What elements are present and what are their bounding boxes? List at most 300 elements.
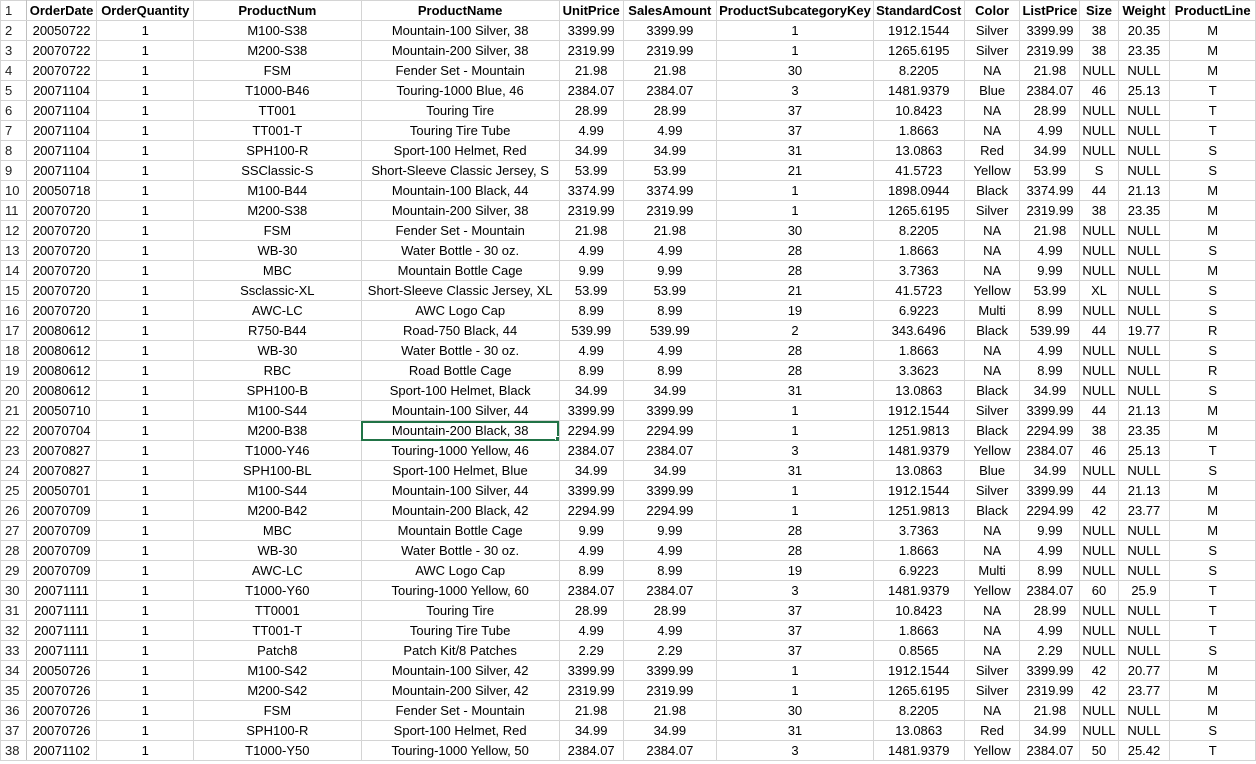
cell-product-num[interactable]: M200-S38 — [194, 201, 361, 221]
cell-weight[interactable]: 25.9 — [1118, 581, 1170, 601]
cell-unit-price[interactable]: 2.29 — [559, 641, 623, 661]
row-number[interactable]: 14 — [1, 261, 27, 281]
cell-list-price[interactable]: 4.99 — [1020, 341, 1080, 361]
cell-standard-cost[interactable]: 1265.6195 — [873, 201, 964, 221]
cell-order-quantity[interactable]: 1 — [97, 481, 194, 501]
cell-unit-price[interactable]: 3399.99 — [559, 481, 623, 501]
cell-order-date[interactable]: 20080612 — [26, 381, 97, 401]
row-number[interactable]: 28 — [1, 541, 27, 561]
cell-order-date[interactable]: 20050718 — [26, 181, 97, 201]
cell-standard-cost[interactable]: 6.9223 — [873, 561, 964, 581]
cell-product-subcategory-key[interactable]: 30 — [717, 701, 874, 721]
cell-product-subcategory-key[interactable]: 1 — [717, 401, 874, 421]
cell-size[interactable]: NULL — [1080, 701, 1118, 721]
cell-product-name[interactable]: Mountain Bottle Cage — [361, 521, 559, 541]
cell-sales-amount[interactable]: 8.99 — [623, 361, 717, 381]
cell-product-line[interactable]: M — [1170, 701, 1256, 721]
cell-sales-amount[interactable]: 2384.07 — [623, 581, 717, 601]
cell-color[interactable]: Black — [964, 381, 1020, 401]
cell-product-line[interactable]: T — [1170, 441, 1256, 461]
cell-standard-cost[interactable]: 41.5723 — [873, 161, 964, 181]
cell-sales-amount[interactable]: 2319.99 — [623, 681, 717, 701]
cell-color[interactable]: Silver — [964, 41, 1020, 61]
cell-standard-cost[interactable]: 0.8565 — [873, 641, 964, 661]
cell-sales-amount[interactable]: 4.99 — [623, 121, 717, 141]
cell-product-line[interactable]: S — [1170, 141, 1256, 161]
cell-order-date[interactable]: 20070720 — [26, 201, 97, 221]
cell-color[interactable]: NA — [964, 541, 1020, 561]
cell-product-line[interactable]: M — [1170, 401, 1256, 421]
cell-unit-price[interactable]: 2384.07 — [559, 581, 623, 601]
cell-product-num[interactable]: TT0001 — [194, 601, 361, 621]
cell-order-quantity[interactable]: 1 — [97, 241, 194, 261]
cell-product-name[interactable]: Patch Kit/8 Patches — [361, 641, 559, 661]
cell-color[interactable]: Black — [964, 501, 1020, 521]
cell-weight[interactable]: NULL — [1118, 641, 1170, 661]
cell-standard-cost[interactable]: 3.7363 — [873, 261, 964, 281]
cell-product-subcategory-key[interactable]: 1 — [717, 41, 874, 61]
cell-product-subcategory-key[interactable]: 28 — [717, 341, 874, 361]
cell-product-num[interactable]: M200-B38 — [194, 421, 361, 441]
cell-product-line[interactable]: R — [1170, 361, 1256, 381]
cell-weight[interactable]: NULL — [1118, 601, 1170, 621]
cell-sales-amount[interactable]: 8.99 — [623, 561, 717, 581]
header-cell-sales-amount[interactable]: SalesAmount — [623, 1, 717, 21]
cell-order-date[interactable]: 20071111 — [26, 601, 97, 621]
cell-order-quantity[interactable]: 1 — [97, 461, 194, 481]
cell-weight[interactable]: 25.13 — [1118, 441, 1170, 461]
cell-sales-amount[interactable]: 21.98 — [623, 221, 717, 241]
row-number[interactable]: 38 — [1, 741, 27, 761]
cell-product-name[interactable]: Mountain-100 Silver, 38 — [361, 21, 559, 41]
cell-order-quantity[interactable]: 1 — [97, 261, 194, 281]
cell-product-line[interactable]: T — [1170, 121, 1256, 141]
cell-size[interactable]: NULL — [1080, 261, 1118, 281]
cell-product-num[interactable]: SPH100-B — [194, 381, 361, 401]
cell-unit-price[interactable]: 2319.99 — [559, 681, 623, 701]
cell-color[interactable]: Black — [964, 181, 1020, 201]
cell-product-line[interactable]: S — [1170, 641, 1256, 661]
cell-unit-price[interactable]: 2384.07 — [559, 441, 623, 461]
cell-product-line[interactable]: S — [1170, 721, 1256, 741]
cell-product-name[interactable]: Mountain-200 Silver, 38 — [361, 41, 559, 61]
cell-product-subcategory-key[interactable]: 19 — [717, 301, 874, 321]
row-number[interactable]: 6 — [1, 101, 27, 121]
cell-weight[interactable]: NULL — [1118, 101, 1170, 121]
cell-sales-amount[interactable]: 4.99 — [623, 621, 717, 641]
cell-product-line[interactable]: M — [1170, 501, 1256, 521]
cell-sales-amount[interactable]: 3399.99 — [623, 401, 717, 421]
row-number[interactable]: 11 — [1, 201, 27, 221]
cell-size[interactable]: 38 — [1080, 201, 1118, 221]
cell-order-quantity[interactable]: 1 — [97, 81, 194, 101]
cell-product-name[interactable]: AWC Logo Cap — [361, 561, 559, 581]
cell-list-price[interactable]: 4.99 — [1020, 621, 1080, 641]
cell-product-num[interactable]: SPH100-R — [194, 141, 361, 161]
cell-list-price[interactable]: 4.99 — [1020, 121, 1080, 141]
cell-weight[interactable]: NULL — [1118, 301, 1170, 321]
cell-order-quantity[interactable]: 1 — [97, 201, 194, 221]
cell-order-date[interactable]: 20080612 — [26, 341, 97, 361]
cell-unit-price[interactable]: 53.99 — [559, 161, 623, 181]
cell-order-date[interactable]: 20071104 — [26, 81, 97, 101]
cell-order-date[interactable]: 20080612 — [26, 361, 97, 381]
cell-size[interactable]: 44 — [1080, 181, 1118, 201]
cell-size[interactable]: 42 — [1080, 681, 1118, 701]
cell-sales-amount[interactable]: 4.99 — [623, 241, 717, 261]
cell-sales-amount[interactable]: 2294.99 — [623, 501, 717, 521]
row-number[interactable]: 17 — [1, 321, 27, 341]
cell-product-subcategory-key[interactable]: 28 — [717, 241, 874, 261]
cell-order-quantity[interactable]: 1 — [97, 41, 194, 61]
cell-product-name[interactable]: Short-Sleeve Classic Jersey, S — [361, 161, 559, 181]
row-number[interactable]: 31 — [1, 601, 27, 621]
cell-order-quantity[interactable]: 1 — [97, 661, 194, 681]
cell-standard-cost[interactable]: 1.8663 — [873, 621, 964, 641]
cell-size[interactable]: NULL — [1080, 601, 1118, 621]
cell-product-name[interactable]: Touring-1000 Yellow, 46 — [361, 441, 559, 461]
row-number[interactable]: 26 — [1, 501, 27, 521]
cell-list-price[interactable]: 2319.99 — [1020, 681, 1080, 701]
row-number[interactable]: 20 — [1, 381, 27, 401]
cell-order-date[interactable]: 20070722 — [26, 41, 97, 61]
header-cell-order-quantity[interactable]: OrderQuantity — [97, 1, 194, 21]
row-number[interactable]: 21 — [1, 401, 27, 421]
cell-list-price[interactable]: 2319.99 — [1020, 201, 1080, 221]
cell-sales-amount[interactable]: 2384.07 — [623, 81, 717, 101]
cell-unit-price[interactable]: 4.99 — [559, 121, 623, 141]
cell-weight[interactable]: 25.42 — [1118, 741, 1170, 761]
cell-product-line[interactable]: M — [1170, 201, 1256, 221]
cell-order-date[interactable]: 20071102 — [26, 741, 97, 761]
cell-list-price[interactable]: 3399.99 — [1020, 21, 1080, 41]
cell-standard-cost[interactable]: 10.8423 — [873, 601, 964, 621]
cell-product-num[interactable]: MBC — [194, 261, 361, 281]
cell-unit-price[interactable]: 34.99 — [559, 461, 623, 481]
cell-order-quantity[interactable]: 1 — [97, 641, 194, 661]
cell-product-line[interactable]: M — [1170, 661, 1256, 681]
cell-product-name[interactable]: Mountain Bottle Cage — [361, 261, 559, 281]
row-number[interactable]: 15 — [1, 281, 27, 301]
cell-size[interactable]: NULL — [1080, 121, 1118, 141]
row-number[interactable]: 7 — [1, 121, 27, 141]
cell-color[interactable]: NA — [964, 121, 1020, 141]
cell-sales-amount[interactable]: 3399.99 — [623, 481, 717, 501]
cell-color[interactable]: NA — [964, 341, 1020, 361]
row-number[interactable]: 16 — [1, 301, 27, 321]
cell-product-line[interactable]: T — [1170, 101, 1256, 121]
cell-order-date[interactable]: 20070720 — [26, 301, 97, 321]
cell-sales-amount[interactable]: 34.99 — [623, 381, 717, 401]
cell-order-date[interactable]: 20070720 — [26, 241, 97, 261]
cell-product-num[interactable]: T1000-B46 — [194, 81, 361, 101]
cell-product-subcategory-key[interactable]: 28 — [717, 361, 874, 381]
cell-sales-amount[interactable]: 2294.99 — [623, 421, 717, 441]
cell-sales-amount[interactable]: 3399.99 — [623, 661, 717, 681]
cell-standard-cost[interactable]: 1912.1544 — [873, 481, 964, 501]
cell-product-num[interactable]: R750-B44 — [194, 321, 361, 341]
cell-weight[interactable]: NULL — [1118, 701, 1170, 721]
cell-product-line[interactable]: M — [1170, 261, 1256, 281]
cell-product-name[interactable]: Touring-1000 Yellow, 60 — [361, 581, 559, 601]
row-number[interactable]: 12 — [1, 221, 27, 241]
cell-product-name[interactable]: Mountain-200 Black, 38 — [361, 421, 559, 441]
cell-order-date[interactable]: 20071104 — [26, 101, 97, 121]
cell-list-price[interactable]: 21.98 — [1020, 701, 1080, 721]
cell-product-subcategory-key[interactable]: 1 — [717, 481, 874, 501]
cell-order-date[interactable]: 20050726 — [26, 661, 97, 681]
cell-unit-price[interactable]: 3374.99 — [559, 181, 623, 201]
header-cell-product-line[interactable]: ProductLine — [1170, 1, 1256, 21]
cell-unit-price[interactable]: 53.99 — [559, 281, 623, 301]
cell-product-num[interactable]: RBC — [194, 361, 361, 381]
header-cell-weight[interactable]: Weight — [1118, 1, 1170, 21]
cell-product-subcategory-key[interactable]: 19 — [717, 561, 874, 581]
cell-product-name[interactable]: Mountain-100 Black, 44 — [361, 181, 559, 201]
cell-product-num[interactable]: M100-S38 — [194, 21, 361, 41]
cell-color[interactable]: Silver — [964, 21, 1020, 41]
cell-order-quantity[interactable]: 1 — [97, 21, 194, 41]
cell-order-date[interactable]: 20070709 — [26, 521, 97, 541]
cell-product-num[interactable]: T1000-Y46 — [194, 441, 361, 461]
cell-product-line[interactable]: M — [1170, 21, 1256, 41]
cell-product-name[interactable]: Water Bottle - 30 oz. — [361, 541, 559, 561]
cell-order-date[interactable]: 20071111 — [26, 581, 97, 601]
cell-product-num[interactable]: WB-30 — [194, 341, 361, 361]
cell-color[interactable]: Silver — [964, 401, 1020, 421]
row-number[interactable]: 37 — [1, 721, 27, 741]
cell-sales-amount[interactable]: 53.99 — [623, 161, 717, 181]
cell-sales-amount[interactable]: 8.99 — [623, 301, 717, 321]
cell-size[interactable]: 42 — [1080, 661, 1118, 681]
cell-color[interactable]: Multi — [964, 301, 1020, 321]
cell-unit-price[interactable]: 34.99 — [559, 141, 623, 161]
cell-product-name[interactable]: Sport-100 Helmet, Blue — [361, 461, 559, 481]
cell-weight[interactable]: NULL — [1118, 241, 1170, 261]
cell-product-subcategory-key[interactable]: 31 — [717, 141, 874, 161]
cell-unit-price[interactable]: 2294.99 — [559, 501, 623, 521]
cell-list-price[interactable]: 8.99 — [1020, 301, 1080, 321]
cell-product-line[interactable]: T — [1170, 601, 1256, 621]
cell-list-price[interactable]: 8.99 — [1020, 561, 1080, 581]
cell-sales-amount[interactable]: 9.99 — [623, 521, 717, 541]
cell-unit-price[interactable]: 9.99 — [559, 521, 623, 541]
row-number[interactable]: 35 — [1, 681, 27, 701]
cell-product-line[interactable]: R — [1170, 321, 1256, 341]
cell-color[interactable]: Silver — [964, 681, 1020, 701]
cell-product-name[interactable]: Sport-100 Helmet, Red — [361, 141, 559, 161]
cell-weight[interactable]: 21.13 — [1118, 401, 1170, 421]
row-number[interactable]: 33 — [1, 641, 27, 661]
cell-order-quantity[interactable]: 1 — [97, 581, 194, 601]
header-cell-standard-cost[interactable]: StandardCost — [873, 1, 964, 21]
cell-order-quantity[interactable]: 1 — [97, 161, 194, 181]
cell-product-name[interactable]: AWC Logo Cap — [361, 301, 559, 321]
cell-color[interactable]: NA — [964, 261, 1020, 281]
cell-product-line[interactable]: T — [1170, 81, 1256, 101]
cell-size[interactable]: 44 — [1080, 481, 1118, 501]
cell-weight[interactable]: NULL — [1118, 261, 1170, 281]
row-number[interactable]: 22 — [1, 421, 27, 441]
cell-size[interactable]: NULL — [1080, 141, 1118, 161]
cell-size[interactable]: NULL — [1080, 641, 1118, 661]
cell-product-name[interactable]: Road Bottle Cage — [361, 361, 559, 381]
cell-product-line[interactable]: S — [1170, 241, 1256, 261]
row-number[interactable]: 27 — [1, 521, 27, 541]
cell-product-name[interactable]: Fender Set - Mountain — [361, 221, 559, 241]
cell-list-price[interactable]: 539.99 — [1020, 321, 1080, 341]
cell-unit-price[interactable]: 21.98 — [559, 221, 623, 241]
cell-standard-cost[interactable]: 8.2205 — [873, 701, 964, 721]
cell-product-subcategory-key[interactable]: 1 — [717, 21, 874, 41]
cell-order-date[interactable]: 20071111 — [26, 641, 97, 661]
cell-order-quantity[interactable]: 1 — [97, 701, 194, 721]
cell-size[interactable]: NULL — [1080, 61, 1118, 81]
cell-product-num[interactable]: M200-S42 — [194, 681, 361, 701]
cell-size[interactable]: NULL — [1080, 241, 1118, 261]
row-number[interactable]: 32 — [1, 621, 27, 641]
cell-list-price[interactable]: 28.99 — [1020, 601, 1080, 621]
cell-list-price[interactable]: 3399.99 — [1020, 401, 1080, 421]
cell-size[interactable]: 50 — [1080, 741, 1118, 761]
cell-size[interactable]: XL — [1080, 281, 1118, 301]
cell-product-name[interactable]: Mountain-100 Silver, 42 — [361, 661, 559, 681]
header-cell-product-num[interactable]: ProductNum — [194, 1, 361, 21]
cell-list-price[interactable]: 9.99 — [1020, 261, 1080, 281]
cell-weight[interactable]: NULL — [1118, 281, 1170, 301]
cell-weight[interactable]: 25.13 — [1118, 81, 1170, 101]
cell-sales-amount[interactable]: 21.98 — [623, 61, 717, 81]
cell-color[interactable]: Black — [964, 421, 1020, 441]
cell-standard-cost[interactable]: 1.8663 — [873, 541, 964, 561]
cell-list-price[interactable]: 2294.99 — [1020, 421, 1080, 441]
cell-product-name[interactable]: Fender Set - Mountain — [361, 61, 559, 81]
cell-order-date[interactable]: 20070726 — [26, 701, 97, 721]
cell-weight[interactable]: NULL — [1118, 341, 1170, 361]
cell-weight[interactable]: NULL — [1118, 221, 1170, 241]
cell-color[interactable]: Blue — [964, 81, 1020, 101]
cell-size[interactable]: NULL — [1080, 381, 1118, 401]
cell-product-num[interactable]: MBC — [194, 521, 361, 541]
cell-order-quantity[interactable]: 1 — [97, 181, 194, 201]
cell-product-name[interactable]: Water Bottle - 30 oz. — [361, 341, 559, 361]
cell-product-name[interactable]: Mountain-200 Silver, 38 — [361, 201, 559, 221]
cell-order-quantity[interactable]: 1 — [97, 561, 194, 581]
cell-standard-cost[interactable]: 10.8423 — [873, 101, 964, 121]
cell-product-subcategory-key[interactable]: 21 — [717, 161, 874, 181]
cell-weight[interactable]: 21.13 — [1118, 181, 1170, 201]
cell-product-num[interactable]: FSM — [194, 61, 361, 81]
cell-weight[interactable]: NULL — [1118, 141, 1170, 161]
cell-size[interactable]: NULL — [1080, 101, 1118, 121]
cell-product-subcategory-key[interactable]: 37 — [717, 641, 874, 661]
cell-product-num[interactable]: M200-S38 — [194, 41, 361, 61]
cell-color[interactable]: NA — [964, 701, 1020, 721]
cell-order-date[interactable]: 20050710 — [26, 401, 97, 421]
cell-list-price[interactable]: 21.98 — [1020, 221, 1080, 241]
cell-size[interactable]: 44 — [1080, 321, 1118, 341]
cell-list-price[interactable]: 9.99 — [1020, 521, 1080, 541]
cell-unit-price[interactable]: 9.99 — [559, 261, 623, 281]
cell-color[interactable]: NA — [964, 61, 1020, 81]
cell-order-quantity[interactable]: 1 — [97, 501, 194, 521]
cell-list-price[interactable]: 34.99 — [1020, 721, 1080, 741]
cell-unit-price[interactable]: 2294.99 — [559, 421, 623, 441]
row-number[interactable]: 13 — [1, 241, 27, 261]
cell-order-date[interactable]: 20070720 — [26, 261, 97, 281]
cell-product-name[interactable]: Short-Sleeve Classic Jersey, XL — [361, 281, 559, 301]
cell-standard-cost[interactable]: 1481.9379 — [873, 581, 964, 601]
cell-size[interactable]: S — [1080, 161, 1118, 181]
cell-product-subcategory-key[interactable]: 28 — [717, 521, 874, 541]
cell-product-name[interactable]: Touring Tire Tube — [361, 121, 559, 141]
cell-standard-cost[interactable]: 13.0863 — [873, 461, 964, 481]
header-cell-product-subcategory-key[interactable]: ProductSubcategoryKey — [717, 1, 874, 21]
cell-size[interactable]: 38 — [1080, 41, 1118, 61]
cell-order-quantity[interactable]: 1 — [97, 421, 194, 441]
cell-product-line[interactable]: M — [1170, 61, 1256, 81]
cell-unit-price[interactable]: 4.99 — [559, 621, 623, 641]
cell-product-subcategory-key[interactable]: 1 — [717, 501, 874, 521]
cell-order-date[interactable]: 20070709 — [26, 541, 97, 561]
cell-product-line[interactable]: S — [1170, 461, 1256, 481]
cell-standard-cost[interactable]: 343.6496 — [873, 321, 964, 341]
cell-standard-cost[interactable]: 1.8663 — [873, 341, 964, 361]
cell-order-quantity[interactable]: 1 — [97, 281, 194, 301]
cell-sales-amount[interactable]: 539.99 — [623, 321, 717, 341]
cell-standard-cost[interactable]: 1481.9379 — [873, 741, 964, 761]
cell-order-date[interactable]: 20070709 — [26, 501, 97, 521]
cell-weight[interactable]: 23.35 — [1118, 201, 1170, 221]
cell-product-subcategory-key[interactable]: 37 — [717, 101, 874, 121]
cell-list-price[interactable]: 8.99 — [1020, 361, 1080, 381]
cell-color[interactable]: NA — [964, 361, 1020, 381]
cell-product-num[interactable]: Ssclassic-XL — [194, 281, 361, 301]
cell-standard-cost[interactable]: 1898.0944 — [873, 181, 964, 201]
cell-sales-amount[interactable]: 2319.99 — [623, 41, 717, 61]
cell-standard-cost[interactable]: 1912.1544 — [873, 21, 964, 41]
cell-sales-amount[interactable]: 53.99 — [623, 281, 717, 301]
cell-product-num[interactable]: T1000-Y50 — [194, 741, 361, 761]
cell-standard-cost[interactable]: 1.8663 — [873, 121, 964, 141]
cell-product-num[interactable]: M100-S44 — [194, 401, 361, 421]
cell-order-quantity[interactable]: 1 — [97, 101, 194, 121]
cell-product-subcategory-key[interactable]: 3 — [717, 741, 874, 761]
cell-product-subcategory-key[interactable]: 3 — [717, 581, 874, 601]
cell-product-name[interactable]: Road-750 Black, 44 — [361, 321, 559, 341]
cell-product-num[interactable]: TT001-T — [194, 121, 361, 141]
cell-list-price[interactable]: 34.99 — [1020, 141, 1080, 161]
cell-unit-price[interactable]: 2319.99 — [559, 201, 623, 221]
cell-product-subcategory-key[interactable]: 31 — [717, 381, 874, 401]
cell-product-name[interactable]: Mountain-100 Silver, 44 — [361, 481, 559, 501]
cell-product-line[interactable]: M — [1170, 681, 1256, 701]
cell-color[interactable]: NA — [964, 221, 1020, 241]
cell-list-price[interactable]: 2384.07 — [1020, 741, 1080, 761]
cell-weight[interactable]: NULL — [1118, 461, 1170, 481]
cell-size[interactable]: NULL — [1080, 521, 1118, 541]
cell-product-subcategory-key[interactable]: 3 — [717, 441, 874, 461]
cell-standard-cost[interactable]: 1265.6195 — [873, 41, 964, 61]
cell-order-date[interactable]: 20070704 — [26, 421, 97, 441]
header-cell-order-date[interactable]: OrderDate — [26, 1, 97, 21]
cell-list-price[interactable]: 3374.99 — [1020, 181, 1080, 201]
cell-color[interactable]: NA — [964, 521, 1020, 541]
cell-unit-price[interactable]: 21.98 — [559, 701, 623, 721]
cell-color[interactable]: Silver — [964, 481, 1020, 501]
cell-standard-cost[interactable]: 3.3623 — [873, 361, 964, 381]
cell-weight[interactable]: 20.77 — [1118, 661, 1170, 681]
